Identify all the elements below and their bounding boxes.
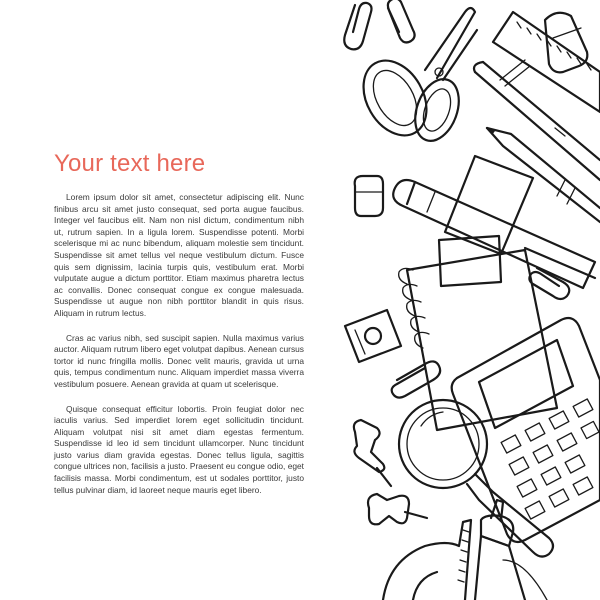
paragraph-3: Quisque consequat efficitur lobortis. Proin feugiat dolor nec iaculis varius. Sed imperdiet lorem eget sollicitudin tincidunt. Aliquam volutpat nisi sit amet diam egestas fermentum. Suspendisse id leo id sem tincidunt ullamcorper. Nunc tincidunt justo varius diam gravida egestas. Donec tellus ligula, sagittis congue ultrices non, facilisis a justo. Praesent eu congue odio, eget facilisis massa. Morbi condimentum, est ut sodales porttitor, justo tellus pulvinar diam, id laoreet neque mauris eget libero. xyxy=(54,403,305,495)
set-square-icon xyxy=(383,520,471,600)
paragraph-2: Cras ac varius nibh, sed suscipit sapien. Nulla maximus varius auctor. Aliquam rutrum libero eget volutpat dapibus. Aenean cursus tortor id nunc fringilla mollis. Donec velit mauris, gravida ut urna quis, tempus condimentum nunc. Aliquam imperdiet massa viverra vestibulum posuere. Aenean gravida at quam ut scelerisque. xyxy=(54,332,304,389)
eraser-icon xyxy=(355,176,383,216)
scissors-icon xyxy=(351,8,477,147)
glue-bottle-icon xyxy=(475,500,547,600)
paperclip-icon xyxy=(392,361,440,397)
sticky-note-icon xyxy=(439,156,533,286)
pencil-icon xyxy=(487,128,600,222)
pushpin-icon xyxy=(354,420,391,486)
paragraph-1: Lorem ipsum dolor sit amet, consectetur adipiscing elit. Nunc finibus arcu sit amet justo consequat, sed porta augue faucibus. Integer vel faucibus elit. Nam non nisl dictum, condimentum nibh ut, rutrum sapien. In a ligula lorem. Suspendisse potenti. Morbi scelerisque mi ac nunc bibendum, aliquam molestie sem tincidunt. Suspendisse sit amet tellus vel neque vestibulum dictum. Fusce quis sem dignissim, lacinia turpis quis, vestibulum erat. Morbi vulputate augue a dictum porttitor. Etiam maximus pharetra lectus ac convallis. Donec consequat congue ex congue malesuada. Suspendisse ut augue non nibh porttitor blandit in quis risus. Aliquam in rutrum lectus. xyxy=(54,192,304,318)
headline: Your text here xyxy=(54,150,206,177)
sharpener-icon xyxy=(345,310,401,362)
pushpin-icon xyxy=(368,494,427,524)
stationery-illustration xyxy=(325,0,600,600)
paperclip-icon xyxy=(388,0,415,42)
text-column xyxy=(54,150,304,509)
paperclip-icon xyxy=(344,3,371,49)
marker-icon xyxy=(393,180,595,288)
calculator-icon xyxy=(452,318,600,542)
notebook-icon xyxy=(399,250,557,430)
